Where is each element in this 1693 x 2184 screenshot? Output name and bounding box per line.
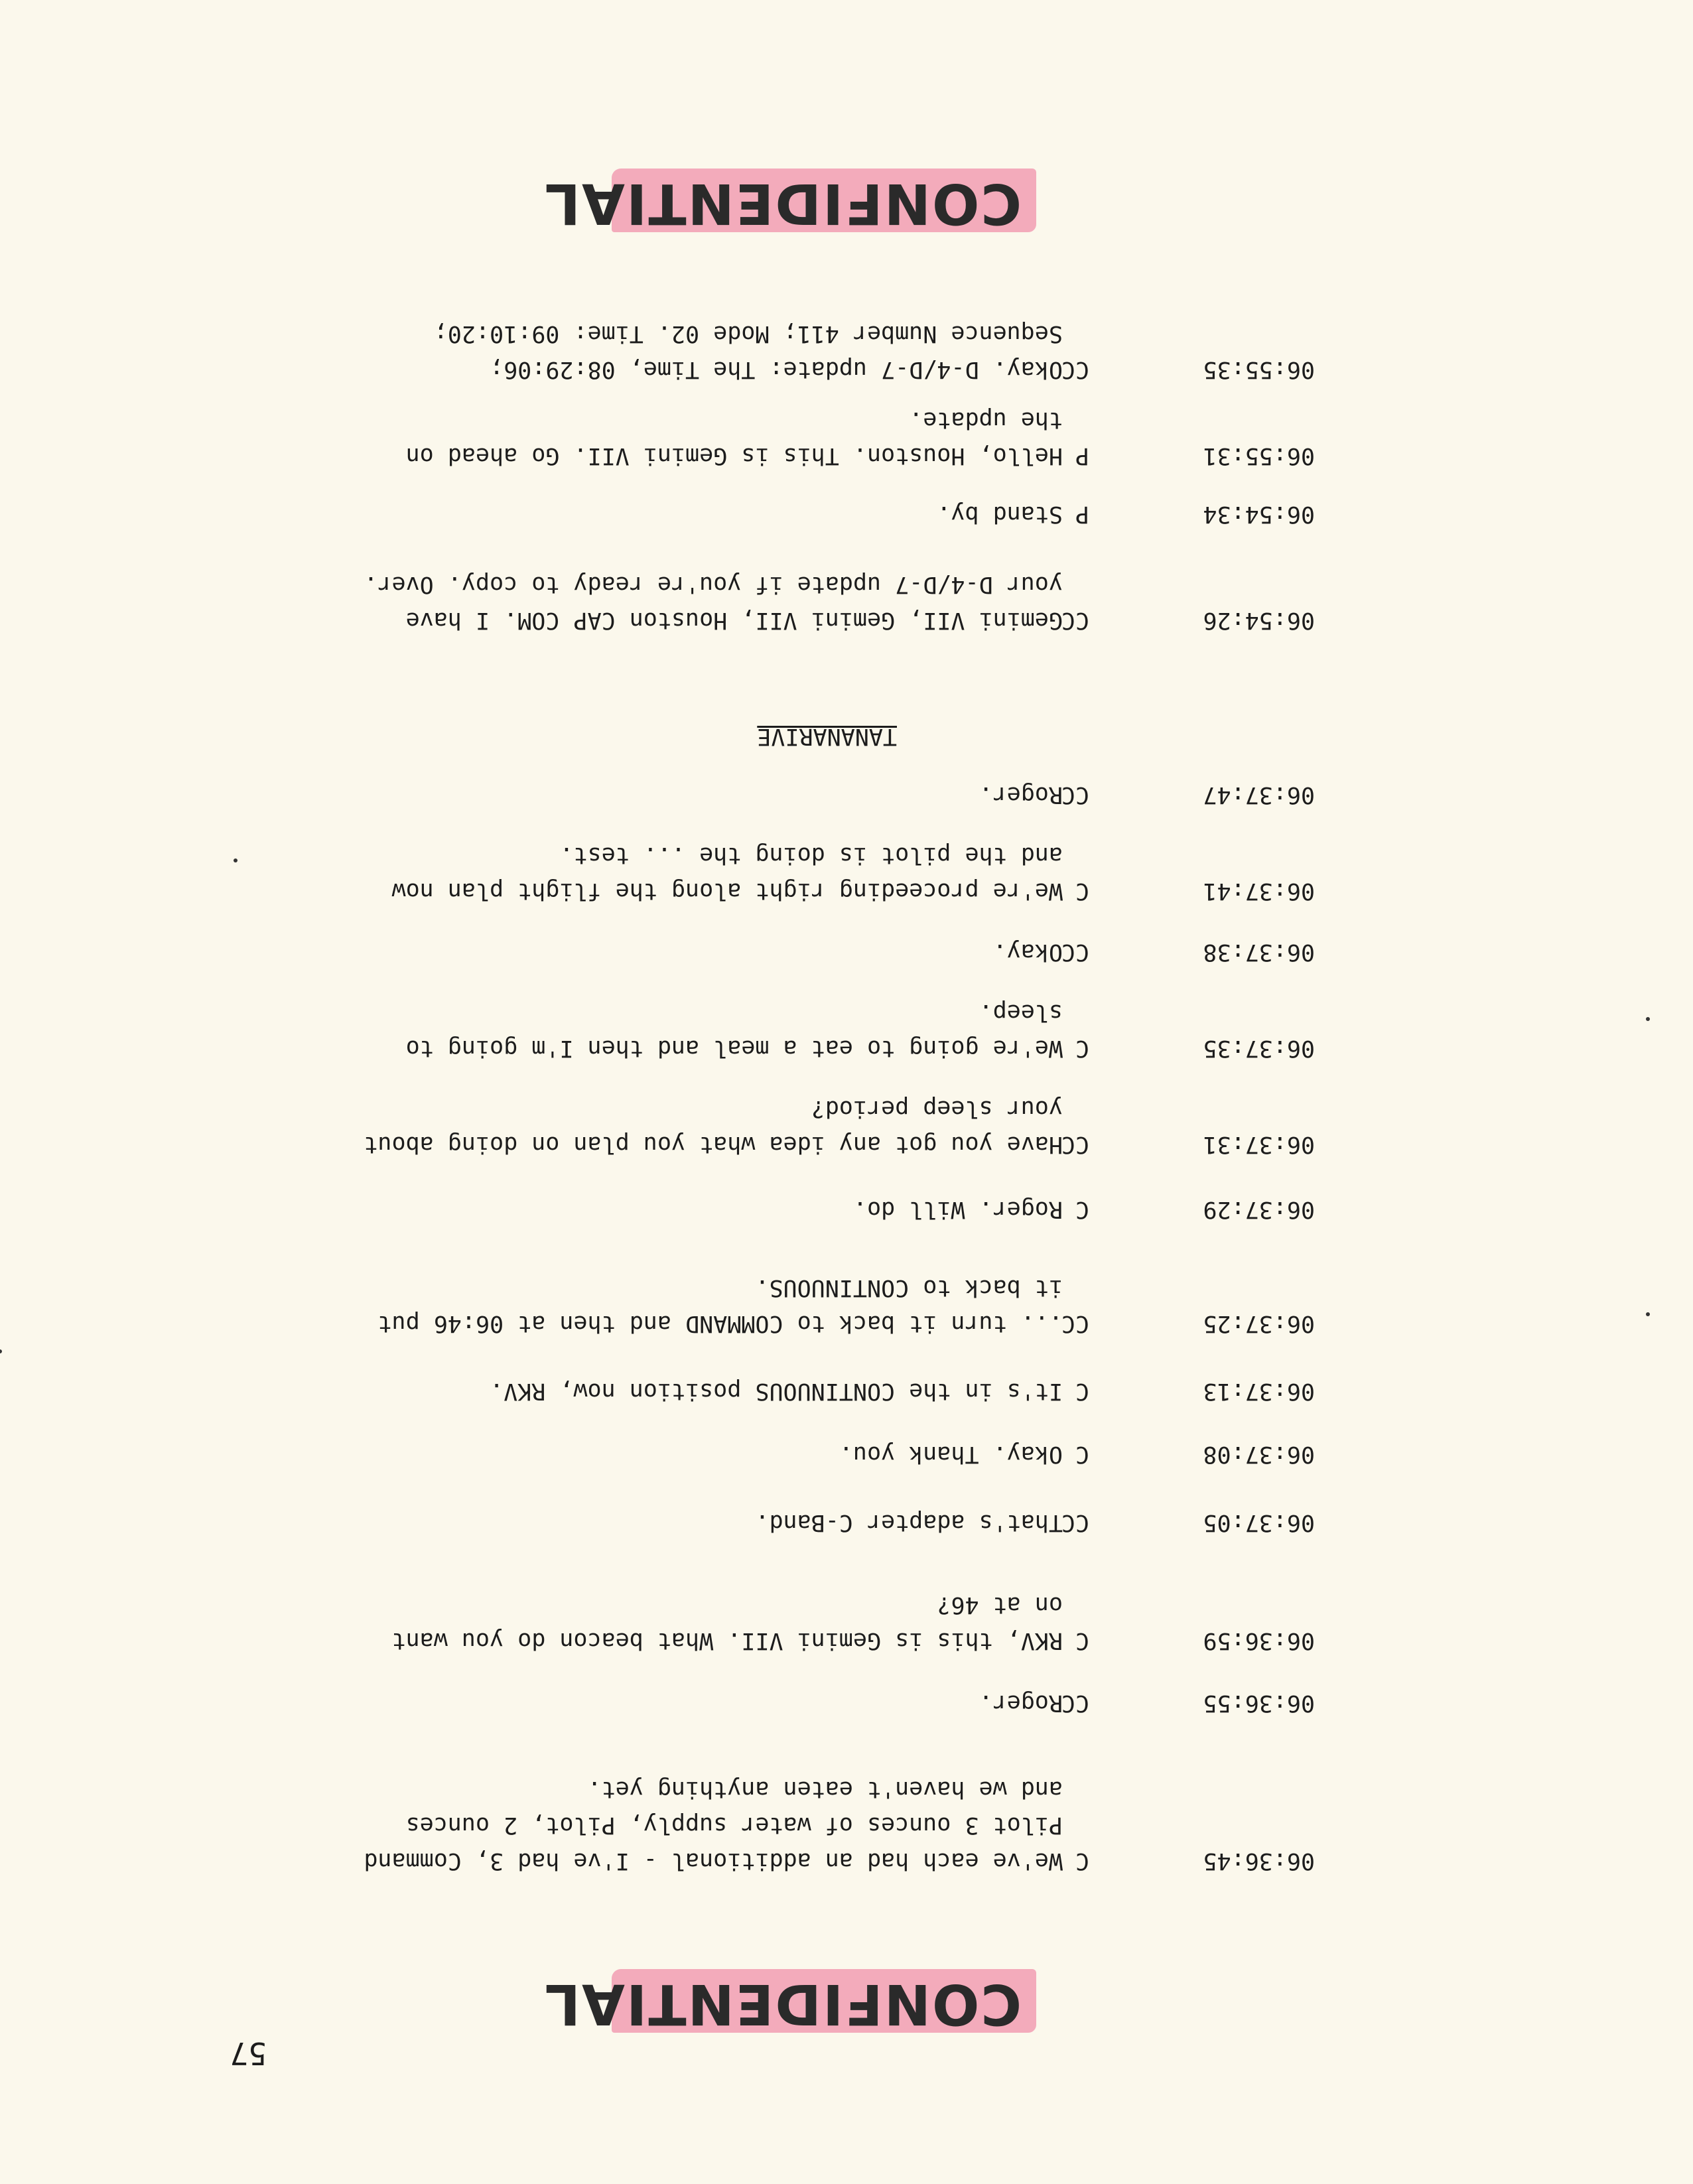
entry-time: 06:37:31 (1203, 1131, 1315, 1158)
entry-time: 06:36:55 (1203, 1690, 1315, 1716)
entry-speaker: CC (1061, 939, 1089, 965)
entry-time: 06:36:45 (1203, 1848, 1315, 1874)
entry-speaker: CC (1061, 782, 1089, 808)
entry-time: 06:55:35 (1203, 356, 1315, 383)
entry-text: Okay. (992, 939, 1063, 965)
entry-speaker: C (1075, 1035, 1089, 1061)
entry-speaker: C (1075, 878, 1089, 904)
entry-time: 06:37:41 (1203, 878, 1315, 904)
page-number: 57 (230, 2035, 267, 2071)
entry-text: Stand by. (937, 501, 1063, 527)
scan-speck (1646, 1312, 1650, 1316)
entry-text: Roger. Will do. (852, 1196, 1063, 1223)
entry-time: 06:37:25 (1203, 1310, 1315, 1337)
entry-speaker: CC (1061, 1131, 1089, 1158)
entry-speaker: CC (1061, 356, 1089, 383)
entry-time: 06:37:29 (1203, 1196, 1315, 1223)
entry-text: We've each had an additional - I've had 3, Command Pilot 3 ounces of water supply, Pilot, 2 ounces and we haven't eaten anything yet. (364, 1776, 1063, 1874)
entry-text: We're going to eat a meal and then I'm going to sleep. (405, 999, 1063, 1061)
entry-text: Okay. D-4/D-7 update: The Time, 08:29:06; Sequence Number 411; Mode 02. Time: 09:10:20; (433, 320, 1063, 383)
entry-text: It's in the CONTINUOUS position now, RKV. (490, 1378, 1063, 1404)
entry-speaker: CC (1061, 1509, 1089, 1536)
entry-text: Roger. (979, 782, 1063, 808)
stamp-label: CONFIDENTIAL (543, 1972, 1022, 2037)
entry-text: Okay. Thank you. (839, 1441, 1063, 1467)
entry-time: 06:37:38 (1203, 939, 1315, 965)
entry-speaker: C (1075, 1196, 1089, 1223)
scan-speck (234, 858, 237, 862)
entry-speaker: P (1075, 443, 1089, 469)
entry-time: 06:37:05 (1203, 1509, 1315, 1536)
entry-speaker: CC (1061, 1690, 1089, 1716)
entry-text: Have you got any idea what you plan on doing about your sleep period? (364, 1095, 1063, 1158)
entry-speaker: C (1075, 1441, 1089, 1467)
entry-time: 06:54:34 (1203, 501, 1315, 527)
entry-text: We're proceeding right along the flight plan now and the pilot is doing the ... test. (391, 842, 1063, 904)
station-heading: TANANARIVE (757, 723, 897, 750)
stamp-label: CONFIDENTIAL (543, 171, 1022, 236)
entry-text: Hello, Houston. This is Gemini VII. Go ahead on the update. (405, 407, 1063, 469)
entry-time: 06:55:31 (1203, 443, 1315, 469)
confidential-stamp-bottom (543, 165, 1036, 238)
entry-speaker: C (1075, 1848, 1089, 1874)
entry-time: 06:37:08 (1203, 1441, 1315, 1467)
entry-speaker: P (1075, 501, 1089, 527)
entry-speaker: CC (1061, 1310, 1089, 1337)
entry-speaker: CC (1061, 607, 1089, 634)
entry-text: Roger. (979, 1690, 1063, 1716)
entry-time: 06:36:59 (1203, 1627, 1315, 1654)
entry-text: RKV, this is Gemini VII. What beacon do you want on at 46? (391, 1592, 1063, 1654)
entry-time: 06:37:47 (1203, 782, 1315, 808)
scan-speck (0, 1349, 2, 1353)
entry-text: That's adapter C-Band. (755, 1509, 1063, 1536)
entry-speaker: C (1075, 1627, 1089, 1654)
entry-speaker: C (1075, 1378, 1089, 1404)
entry-text: ... turn it back to COMMAND and then at 06:46 put it back to CONTINUOUS. (377, 1274, 1063, 1337)
confidential-stamp-top (543, 1965, 1036, 2038)
scan-speck (1646, 1017, 1650, 1021)
entry-time: 06:37:13 (1203, 1378, 1315, 1404)
entry-text: Gemini VII, Gemini VII, Houston CAP COM. I have your D-4/D-7 update if you're ready to copy. Over. (364, 571, 1063, 634)
entry-time: 06:37:35 (1203, 1035, 1315, 1061)
entry-time: 06:54:26 (1203, 607, 1315, 634)
